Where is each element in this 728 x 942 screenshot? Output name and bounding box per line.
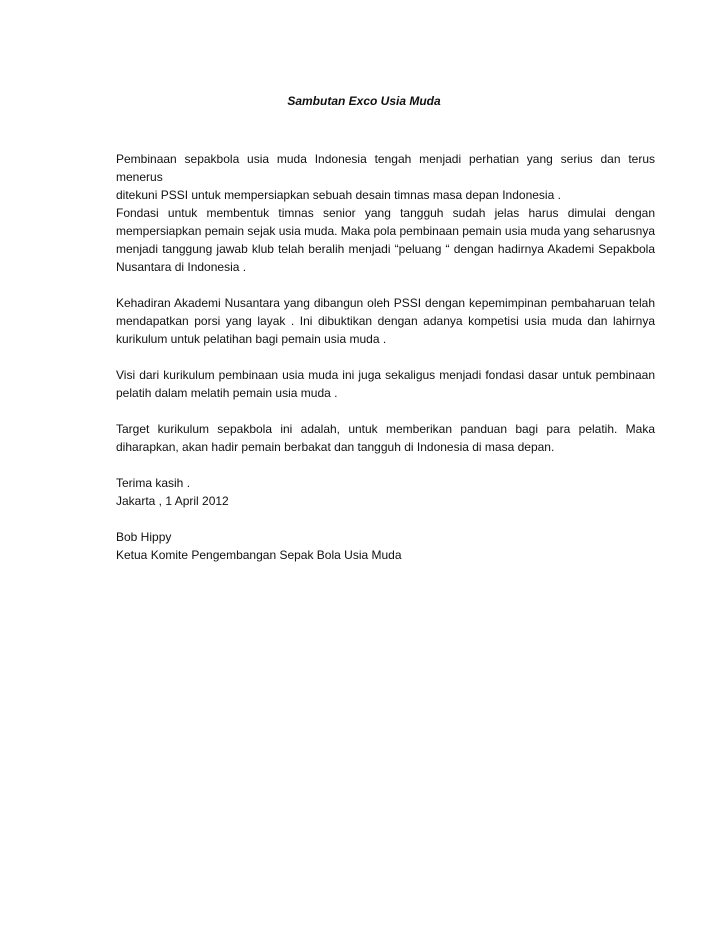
signatory-position: Ketua Komite Pengembangan Sepak Bola Usia Muda bbox=[116, 548, 402, 562]
closing-block bbox=[116, 474, 655, 510]
paragraph-line: Target kurikulum sepakbola ini adalah, untuk memberikan panduan bagi para pelatih. Maka bbox=[116, 422, 655, 436]
paragraph-line: mendapatkan porsi yang layak . Ini dibuktikan dengan adanya kompetisi usia muda dan lahirnya bbox=[116, 314, 655, 328]
paragraph-2 bbox=[116, 294, 655, 348]
document-title: Sambutan Exco Usia Muda bbox=[287, 94, 441, 108]
paragraph-line: Kehadiran Akademi Nusantara yang dibangun oleh PSSI dengan kepemimpinan pembaharuan telah bbox=[116, 296, 655, 310]
closing-thanks: Terima kasih . bbox=[116, 476, 191, 490]
paragraph-line: ditekuni PSSI untuk mempersiapkan sebuah desain timnas masa depan Indonesia . bbox=[116, 188, 561, 202]
document-body bbox=[116, 150, 655, 582]
paragraph-line: Visi dari kurikulum pembinaan usia muda ini juga sekaligus menjadi fondasi dasar untuk pembinaan bbox=[116, 368, 655, 382]
signatory-name: Bob Hippy bbox=[116, 530, 172, 544]
signature-block bbox=[116, 528, 655, 564]
paragraph-1 bbox=[116, 150, 655, 276]
paragraph-line: Pembinaan sepakbola usia muda Indonesia tengah menjadi perhatian yang serius dan terus menerus bbox=[116, 152, 655, 184]
closing-place-date: Jakarta , 1 April 2012 bbox=[116, 494, 229, 508]
paragraph-line: kurikulum untuk pelatihan bagi pemain usia muda . bbox=[116, 332, 387, 346]
paragraph-line: menjadi tanggung jawab klub telah beralih menjadi “peluang “ dengan hadirnya Akademi Sepakbola bbox=[116, 242, 655, 256]
paragraph-line: Fondasi untuk membentuk timnas senior yang tangguh sudah jelas harus dimulai dengan bbox=[116, 206, 655, 220]
paragraph-line: diharapkan, akan hadir pemain berbakat dan tangguh di Indonesia di masa depan. bbox=[116, 440, 555, 454]
paragraph-line: pelatih dalam melatih pemain usia muda . bbox=[116, 386, 338, 400]
paragraph-line: mempersiapkan pemain sejak usia muda. Maka pola pembinaan pemain usia muda yang seharusnya bbox=[116, 224, 655, 238]
paragraph-3 bbox=[116, 366, 655, 402]
paragraph-4 bbox=[116, 420, 655, 456]
paragraph-line: Nusantara di Indonesia . bbox=[116, 260, 247, 274]
